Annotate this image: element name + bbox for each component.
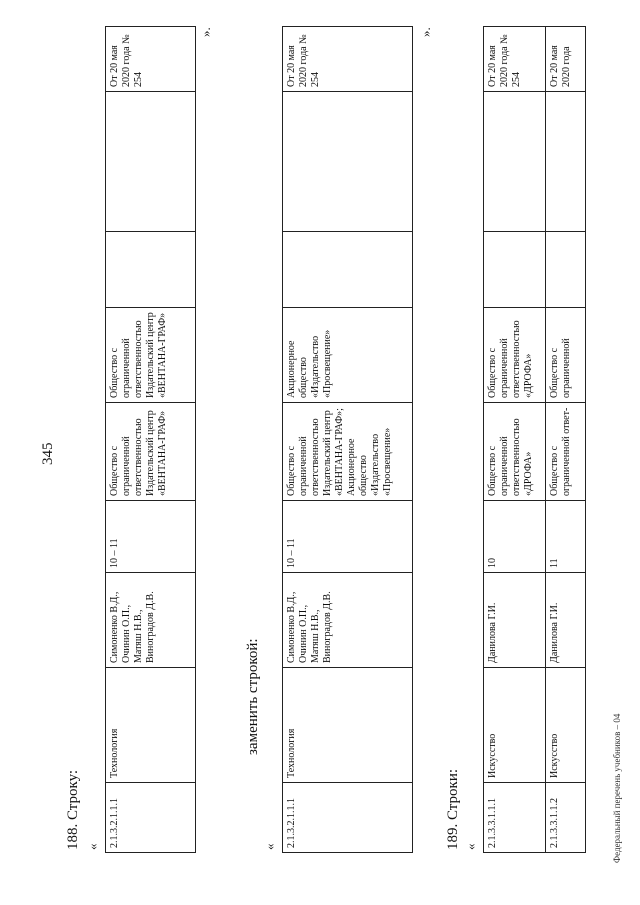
table-row [484,27,546,853]
row-subject: Искусство [484,668,546,783]
row-col-a [106,232,196,308]
row-grades: 10 [484,501,546,573]
section-heading-189: 189. Строки: [445,768,461,850]
row-publisher-full: Общество с ограниченной ответственностью «ДРОФА» [484,403,546,501]
row-code: 2.1.3.2.1.1.1 [106,783,196,853]
quote-close-replace: ». [418,27,433,37]
page-number: 345 [40,442,56,465]
row-order: От 20 мая 2020 года № 254 [106,27,196,92]
row-col-b [283,92,413,232]
row-publisher-short: Общество с ограниченной [546,308,586,403]
row-col-b [106,92,196,232]
row-subject: Искусство [546,668,586,783]
row-col-a [484,232,546,308]
row-order: От 20 мая 2020 года [546,27,586,92]
row-publisher-short: Общество с ограниченной ответственностью «ДРОФА» [484,308,546,403]
table-188 [105,26,196,853]
row-grades: 11 [546,501,586,573]
row-order: От 20 мая 2020 года № 254 [484,27,546,92]
row-authors: Данилова Г.И. [546,573,586,668]
row-subject: Технология [283,668,413,783]
row-col-b [484,92,546,232]
row-code: 2.1.3.3.1.1.2 [546,783,586,853]
row-grades: 10 – 11 [106,501,196,573]
table-row [546,27,586,853]
row-grades: 10 – 11 [283,501,413,573]
row-subject: Технология [106,668,196,783]
table-row [106,27,196,853]
footer-text: Федеральный перечень учебников – 04 [612,713,622,863]
row-publisher-full: Общество с ограниченной ответственностью Издательский центр «ВЕНТАНА-ГРАФ» [106,403,196,501]
row-publisher-full: Общество с ограниченной ответственностью Издательский центр «ВЕНТАНА-ГРАФ»; Акционерное общество «Издательство «Просвещение» [283,403,413,501]
table-replace [282,26,413,853]
section-heading-188: 188. Строку: [65,769,81,850]
row-col-a [546,232,586,308]
row-authors: Симоненко В.Д., Очинин О.П., Матяш Н.В., Виноградов Д.В. [283,573,413,668]
row-publisher-short: Акционерное общество «Издательство «Просвещение» [283,308,413,403]
row-order: От 20 мая 2020 года № 254 [283,27,413,92]
quote-open-188: « [85,843,100,850]
quote-open-replace: « [262,843,277,850]
quote-close-188: ». [198,27,213,37]
quote-open-189: « [463,843,478,850]
table-row [283,27,413,853]
table-189 [483,26,586,853]
section-heading-replace: заменить строкой: [245,638,261,755]
row-authors: Симоненко В.Д., Очинин О.П., Матяш Н.В., Виноградов Д.В. [106,573,196,668]
row-code: 2.1.3.2.1.1.1 [283,783,413,853]
row-col-b [546,92,586,232]
row-publisher-short: Общество с ограниченной ответственностью Издательский центр «ВЕНТАНА-ГРАФ» [106,308,196,403]
row-col-a [283,232,413,308]
row-publisher-full: Общество с ограниченной ответ- [546,403,586,501]
row-code: 2.1.3.3.1.1.1 [484,783,546,853]
row-authors: Данилова Г.И. [484,573,546,668]
